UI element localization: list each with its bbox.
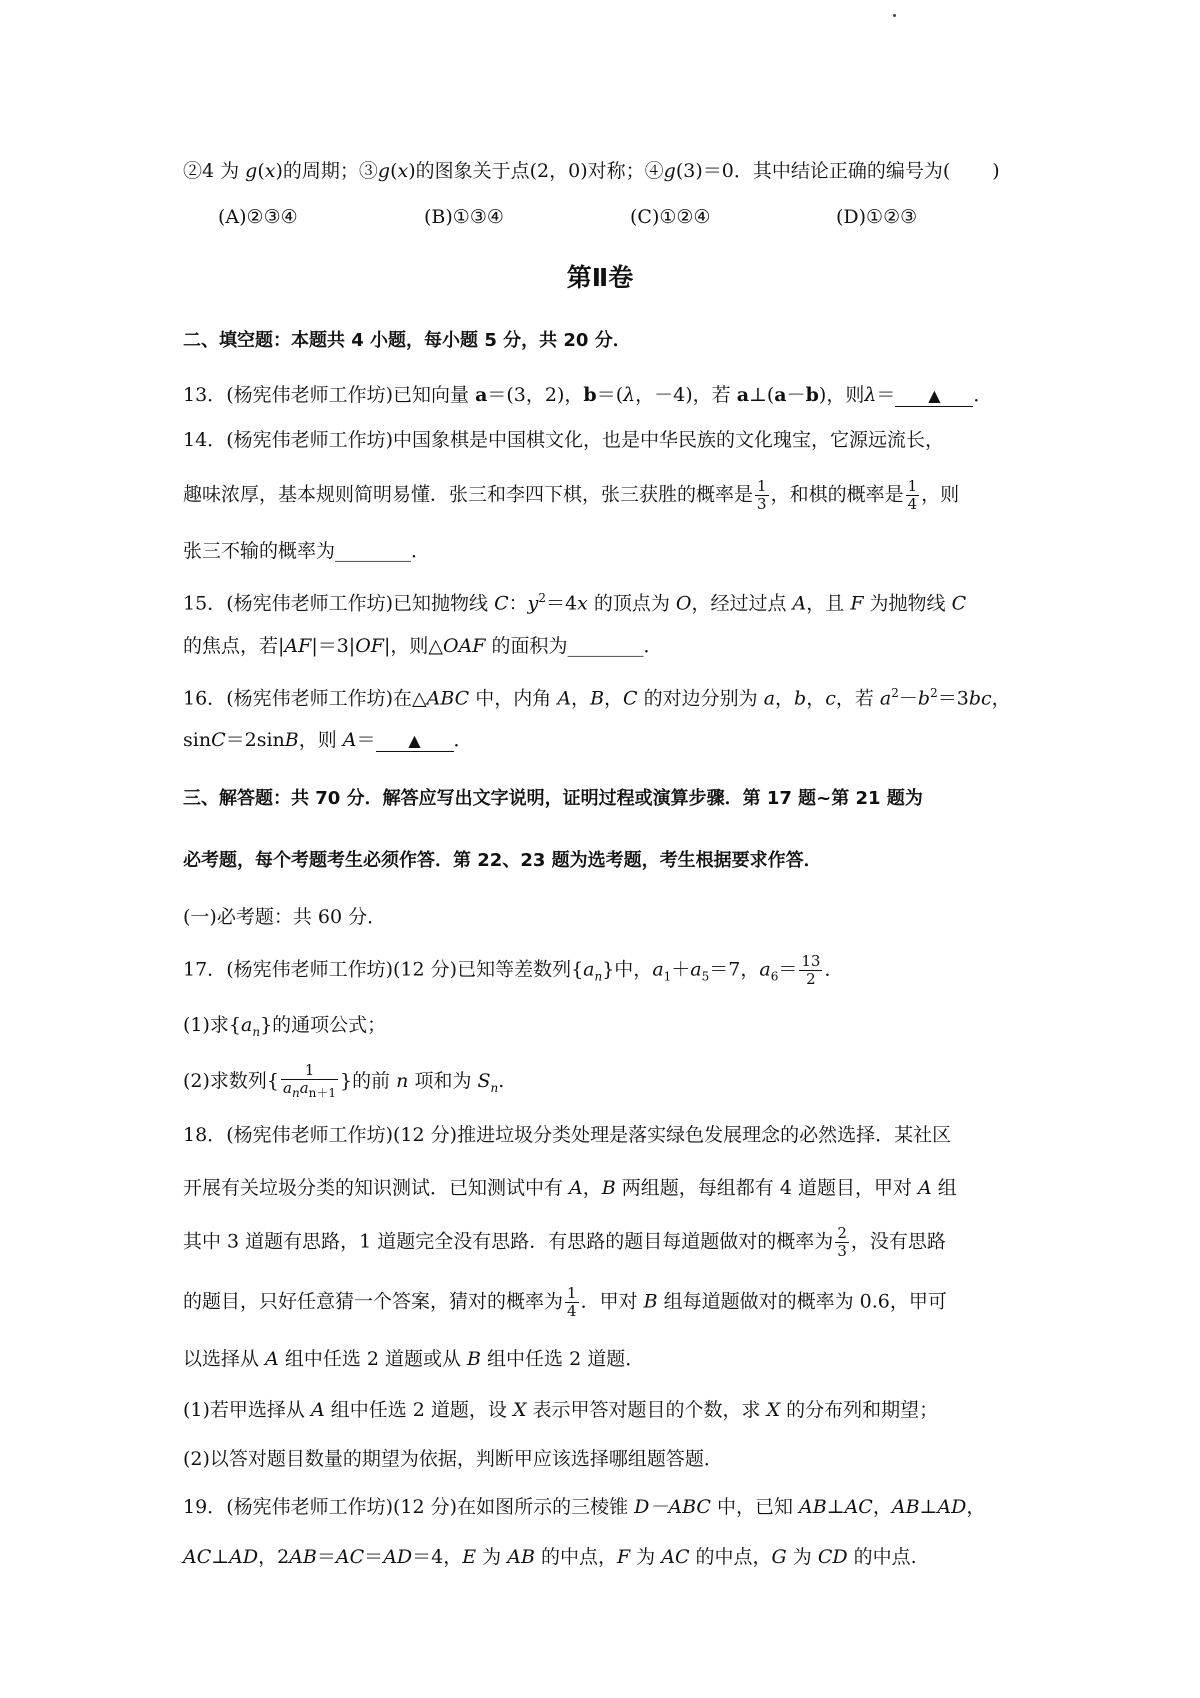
scan-speck [893,14,896,17]
fraction-two-thirds: $\frac{2}{3}$ [837,1224,847,1260]
question-14-line-3: 张三不输的概率为________． [183,540,431,562]
question-18-line-5: 以选择从 A 组中任选 2 道题或从 B 组中任选 2 道题． [183,1348,645,1370]
answer-blank: ▲ [895,385,973,407]
question-19-line-1: 19．(杨宪伟老师工作坊)(12 分)在如图所示的三棱锥 D－ABC 中，已知 AB⊥AC，AB⊥AD， [183,1496,986,1518]
question-16-line-2: sinC＝2sinB，则 A＝ ▲ ． [183,729,473,751]
question-15-line-2: 的焦点，若|AF|＝3|OF|，则△OAF 的面积为________． [183,635,663,657]
question-17-part-2: (2)求数列{ $\frac{1}{a_na_{n+1}}$ }的前 n 项和为 $S_n$. [183,1061,505,1100]
question-17: 17．(杨宪伟老师工作坊)(12 分)已知等差数列$\{a_n\}$中，$a_1+a_5=7$，$a_6=$ $\frac{13}{2}$ ． [183,952,844,988]
question-14-line-1: 14．(杨宪伟老师工作坊)中国象棋是中国棋文化，也是中华民族的文化瑰宝，它源远流长， [183,429,945,451]
fraction-one-quarter: $\frac{1}{4}$ [907,477,918,513]
fraction-one-quarter: $\frac{1}{4}$ [567,1284,577,1320]
question-19-line-2: AC⊥AD，2AB＝AC＝AD＝4，E 为 AB 的中点，F 为 AC 的中点，G 为 CD 的中点. [183,1546,917,1568]
question-18-part-1: (1)若甲选择从 A 组中任选 2 道题，设 X 表示甲答对题目的个数，求 X 的分布列和期望； [183,1399,939,1421]
fraction-thirteen-halves: $\frac{13}{2}$ [801,952,821,988]
section-title: 第Ⅱ卷 [566,263,634,292]
question-15-line-1: 15．(杨宪伟老师工作坊)已知抛物线 C：$y^2=4x$ 的顶点为 O，经过过点 A，且 F 为抛物线 C [183,591,967,615]
q12-option-a: (A)②③④ [218,206,298,228]
fill-in-header: 二、填空题：本题共 4 小题，每小题 5 分，共 20 分． [183,330,631,351]
question-18-line-3: 其中 3 道题有思路，1 道题完全没有思路．有思路的题目每道题做对的概率为 $\frac{2}{3}$ ，没有思路 [183,1224,946,1260]
q12-option-c: (C)①②④ [630,206,711,228]
solve-header-line-1: 三、解答题：共 70 分．解答应写出文字说明，证明过程或演算步骤．第 17 题~第 21 题为 [183,788,923,809]
fraction-one-third: $\frac{1}{3}$ [757,477,767,513]
question-18-line-1: 18．(杨宪伟老师工作坊)(12 分)推进垃圾分类处理是落实绿色发展理念的必然选择．某社区 [183,1124,952,1146]
q12-option-b: (B)①③④ [424,206,504,228]
question-18-part-2: (2)以答对题目数量的期望为依据，判断甲应该选择哪组题答题． [183,1448,723,1470]
required-subheader: (一)必考题：共 60 分． [183,906,387,928]
question-13: 13．(杨宪伟老师工作坊)已知向量 a＝(3，2)，b＝(λ，－4)，若 a⊥(a－b)，则λ＝ ▲ ． [183,384,993,406]
question-18-line-2: 开展有关垃圾分类的知识测试．已知测试中有 A，B 两组题，每组都有 4 道题目，甲对 A 组 [183,1177,957,1199]
question-16-line-1: 16．(杨宪伟老师工作坊)在△ABC 中，内角 A，B，C 的对边分别为 a，b，c，若 $a^2-b^2=3bc$， [183,686,1011,710]
answer-blank: ▲ [376,730,454,752]
question-14-line-2: 趣味浓厚，基本规则简明易懂．张三和李四下棋，张三获胜的概率是 $\frac{1}{3}$ ，和棋的概率是 $\frac{1}{4}$ ，则 [183,477,960,513]
question-17-part-1: (1)求$\{a_n\}$的通项公式； [183,1014,387,1039]
q12-option-d: (D)①②③ [836,206,918,228]
q12-statement-tail: ②4 为 g(x)的周期；③g(x)的图象关于点(2，0)对称；④g(3)＝0．其中结论正确的编号为( ) [183,160,1000,182]
solve-header-line-2: 必考题，每个考题考生必须作答．第 22、23 题为选考题，考生根据要求作答． [183,850,822,871]
fraction-reciprocal-product: $\frac{1}{a_na_{n+1}}$ [283,1061,337,1100]
question-18-line-4: 的题目，只好任意猜一个答案，猜对的概率为 $\frac{1}{4}$ ．甲对 B 组每道题做对的概率为 0.6，甲可 [183,1284,947,1320]
